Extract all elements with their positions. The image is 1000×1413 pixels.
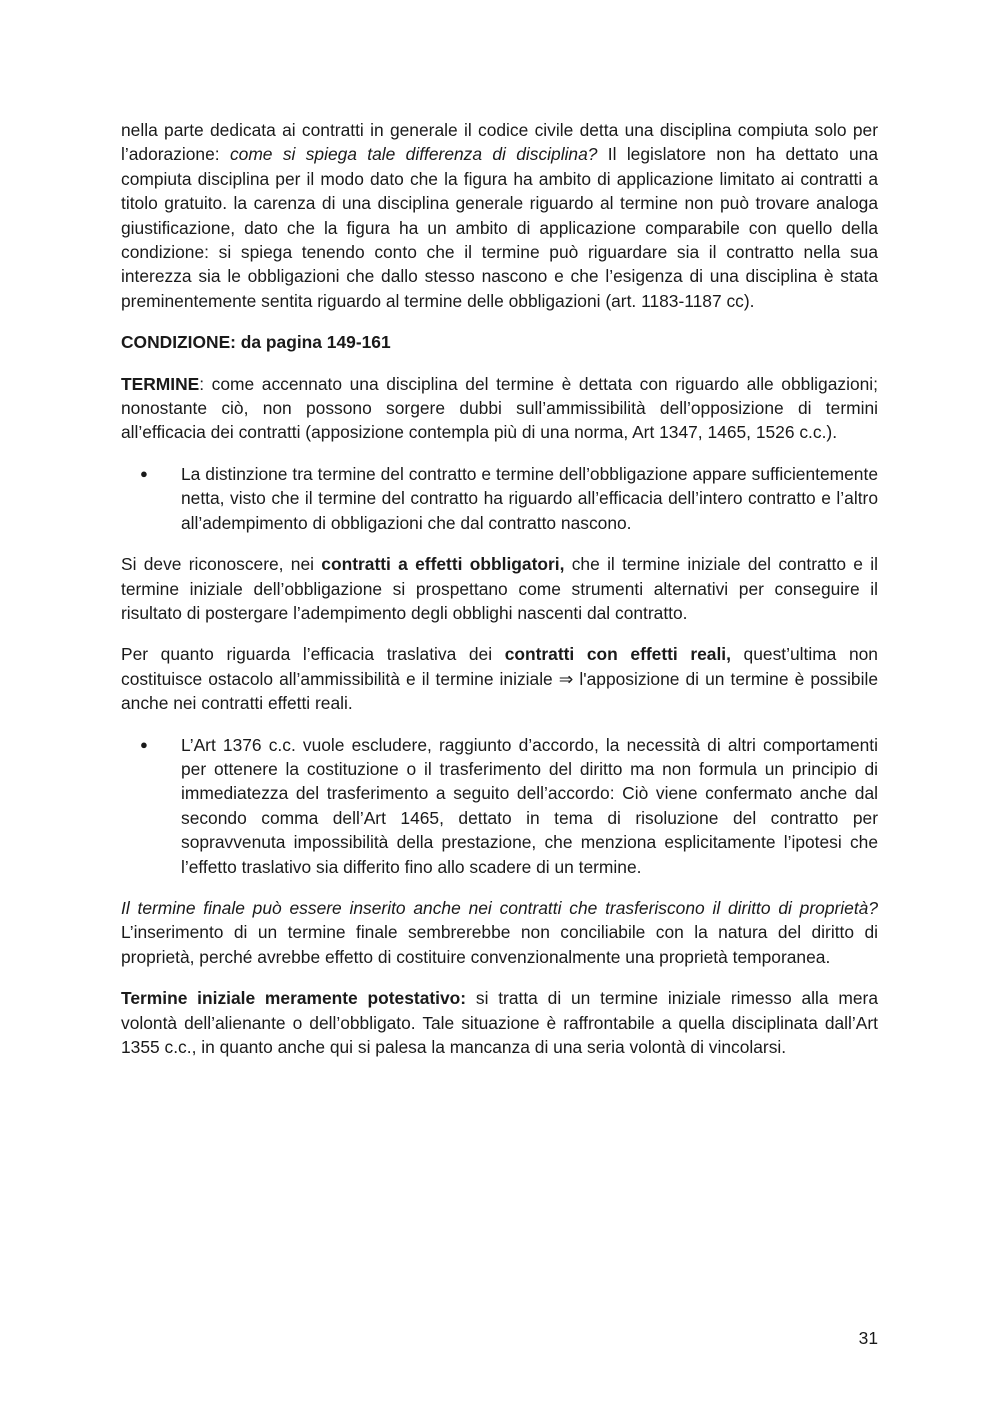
intro-question: come si spiega tale differenza di disciplina? (229, 144, 598, 165)
paragraph-termine (121, 372, 878, 445)
reali-bold: contratti con effetti reali, (504, 644, 731, 665)
bullet-icon: ● (140, 736, 148, 752)
bullet-text: La distinzione tra termine del contratto e termine dell’obbligazione appare sufficientemente netta, visto che il termine del contratto ha riguardo all’efficacia dell’intero contratto e l’altro all’adempimento di obbligazioni che dal contratto nascono. (181, 463, 878, 533)
paragraph-potestativo (121, 986, 878, 1059)
obbl-text-rest: che il termine iniziale del contratto e il termine iniziale dell’obbligazione si prospettano come strumenti alternativi per conseguire il risultato di postergare l’adempimento degli obblighi nascenti dal contratto. (121, 554, 878, 623)
finale-text: L’inserimento di un termine finale sembrerebbe non conciliabile con la natura del diritto di proprietà, perché avrebbe effetto di costituire convenzionalmente una proprietà temporanea. (121, 922, 878, 967)
document-page (121, 118, 878, 1076)
finale-question: Il termine finale può essere inserito anche nei contratti che trasferiscono il diritto di proprietà? (121, 897, 878, 918)
obbl-bold: contratti a effetti obbligatori, (321, 554, 565, 575)
potest-bold: Termine iniziale meramente potestativo: (121, 988, 467, 1009)
termine-label: TERMINE (121, 373, 200, 394)
bullet-list-1 (121, 462, 878, 535)
page-number: 31 (858, 1328, 878, 1348)
list-item (121, 733, 878, 879)
termine-text: : come accennato una disciplina del termine è dettata con riguardo alle obbligazioni; nonostante ciò, non possono sorgere dubbi sull’ammissibilità dell’opposizione di termini all’efficacia dei contratti (apposizione contempla più di una norma, Art 1347, 1465, 1526 c.c.). (121, 373, 878, 443)
bullet-icon: ● (140, 465, 148, 481)
bullet-list-2 (121, 733, 878, 879)
bullet-text: L’Art 1376 c.c. vuole escludere, raggiunto d’accordo, la necessità di altri comportamenti per ottenere la costituzione o il trasferimento del diritto ma non formula un principio di immediatezza del trasferimento a seguito dell’accordo: Ciò viene confermato anche dal secondo comma dell’Art 1465, dettato in tema di risoluzione del contratto per sopravvenuta impossibilità della prestazione, che menziona esplicitamente l’ipotesi che l’effetto traslativo sia differito fino allo scadere di un termine. (181, 734, 878, 877)
paragraph-effetti-obbligatori (121, 552, 878, 625)
reali-text-rest: quest’ultima non costituisce ostacolo all’ammissibilità e il termine iniziale ⇒ l'apposizione di un termine è possibile anche nei contratti effetti reali. (121, 644, 878, 714)
reali-text: Per quanto riguarda l’efficacia traslativa dei (121, 644, 505, 665)
paragraph-intro (121, 118, 878, 313)
paragraph-effetti-reali (121, 642, 878, 715)
obbl-text: Si deve riconoscere, nei (121, 554, 322, 575)
intro-text-rest: Il legislatore non ha dettato una compiuta disciplina per il modo dato che la figura ha ambito di applicazione limitato ai contratti a titolo gratuito. la carenza di una disciplina generale riguardo al termine non può trovare analoga giustificazione, dato che la figura ha un ambito di applicazione comparabile con quello della condizione: si spiega tenendo conto che il termine può riguardare sia il contratto nella sua interezza sia le obbligazioni che dallo stesso nascono e che l’esigenza di una disciplina è stata preminentemente sentita riguardo al termine delle obbligazioni (art. 1183-1187 cc). (121, 144, 878, 311)
list-item (121, 462, 878, 535)
intro-text: nella parte dedicata ai contratti in generale il codice civile detta una disciplina compiuta solo per l’adorazione: (121, 120, 878, 165)
heading-condizione: CONDIZIONE: da pagina 149-161 (121, 332, 391, 353)
potest-text: si tratta di un termine iniziale rimesso alla mera volontà dell’alienante o dell’obbligato. Tale situazione è raffrontabile a quella disciplinata dall’Art 1355 c.c., in quanto anche qui si palesa la mancanza di una seria volontà di vincolarsi. (121, 988, 878, 1057)
paragraph-termine-finale (121, 896, 878, 969)
